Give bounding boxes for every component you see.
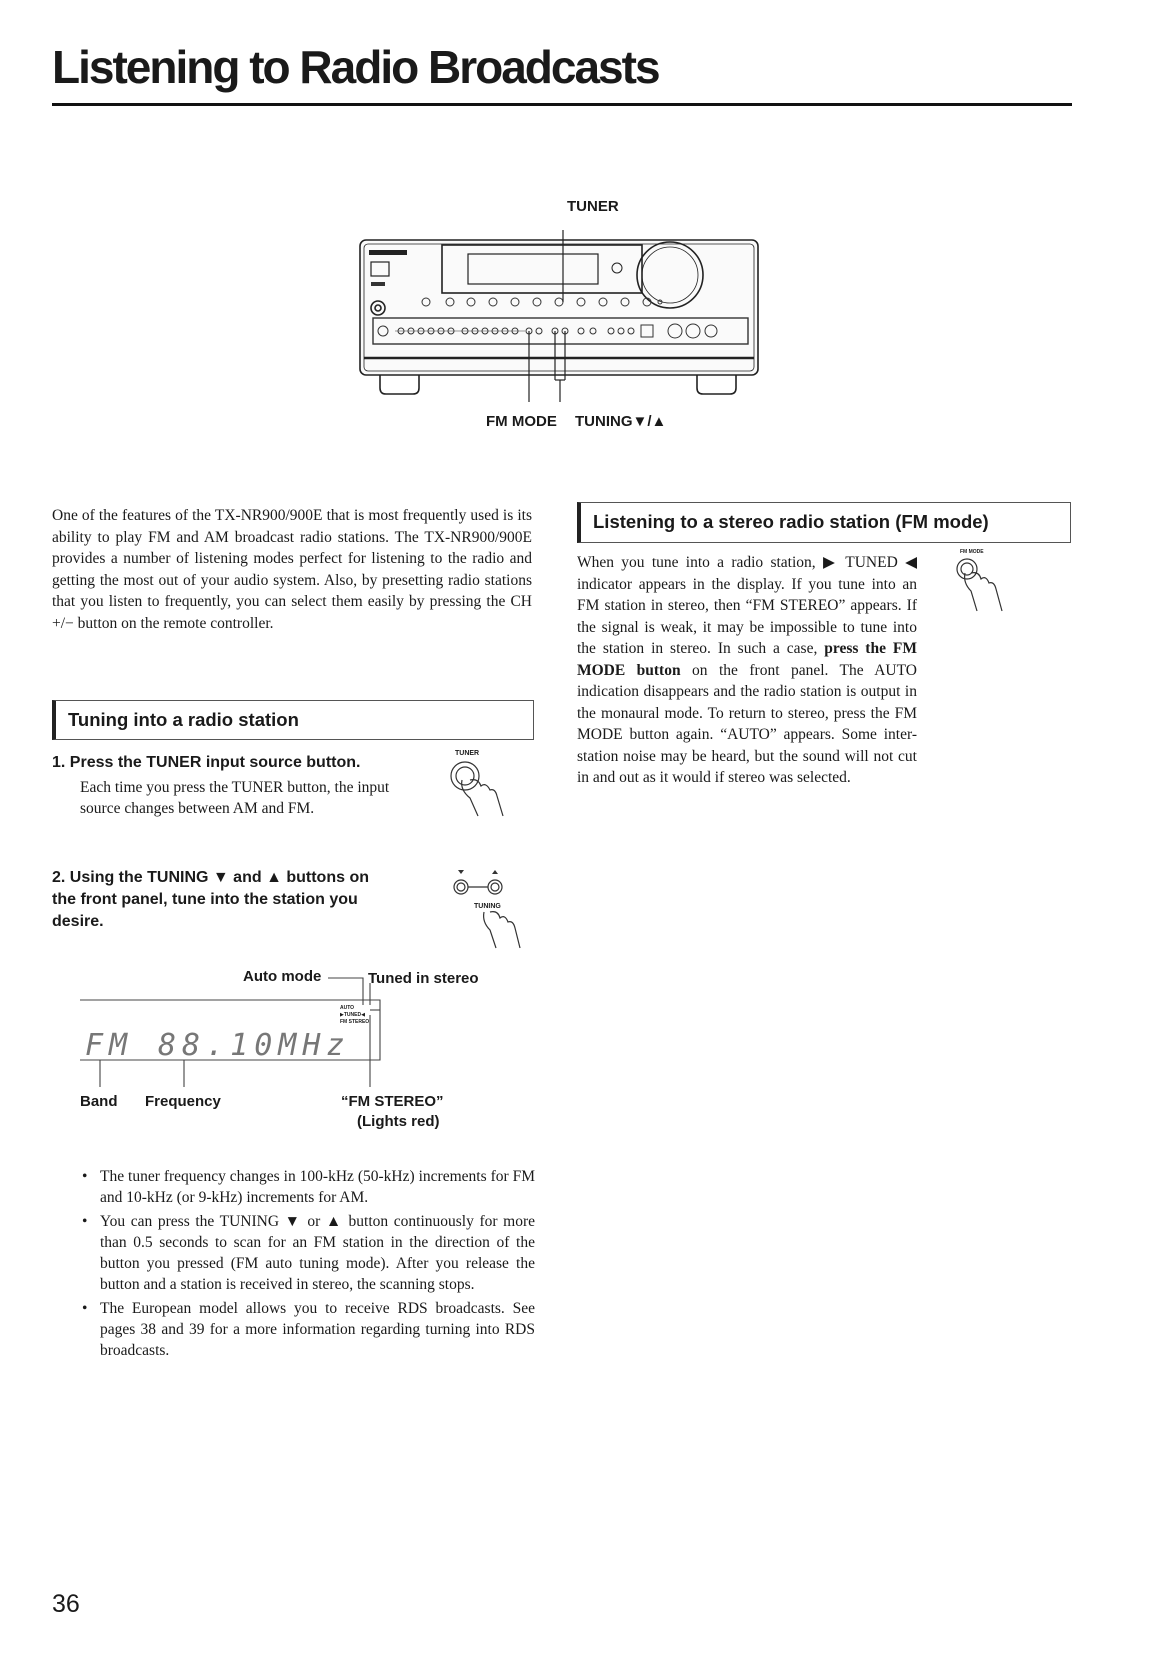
fm-body-part-2: on the front panel. The AUTO indication disappears and the radio station is output in the monaural mode. To return to stereo, press the FM MODE button again. “AUTO” appears. Some inter-station noise may be heard, but the sound will not cut in and out as it would if stereo was selected. [577,661,917,786]
receiver-front-panel-illustration [355,230,765,410]
list-item: • The European model allows you to receive RDS broadcasts. See pages 38 and 39 for a more information regarding turning into RDS broadcasts. [80,1298,535,1361]
tuning-section-heading: Tuning into a radio station [68,709,299,730]
step1-heading: 1. Press the TUNER input source button. [52,754,361,771]
display-frequency-value: 88.10MHz [158,1028,351,1063]
display-band-value: FM [85,1028,134,1063]
display-indicator-fm-stereo: FM STEREO [340,1019,370,1025]
display-indicator-tuned: ▶TUNED◀ [340,1012,365,1018]
tuner-button-press-icon [448,758,543,820]
page-number: 36 [52,1590,80,1618]
fm-body-bold-instruction: press the FM MODE button [577,640,917,679]
frequency-callout: Frequency [145,1093,221,1110]
intro-paragraph: One of the features of the TX-NR900/900E that is most frequently used is its ability to play FM and AM broadcast radio stations. The TX-NR900/900E provides a number of listening modes perfect for listening to the radio and getting the most out of your audio system. Also, by presetting radio stations that you listen to frequently, you can select them easily by pressing the CH +/− button on the remote controller. [52,507,532,632]
fm-section-body [577,552,917,789]
display-indicator-auto: AUTO [340,1005,355,1011]
fm-body-part-1: When you tune into a radio station, ▶ TUNED ◀ indicator appears in the display. If you tune into an FM station in stereo, then “FM STEREO” appears. If the signal is weak, it may be impossible to tune into the station in stereo. In such a case, [577,554,917,657]
tuning-section-box [52,700,534,740]
list-item: • You can press the TUNING ▼ or ▲ button continuously for more than 0.5 seconds to scan for an FM station in the direction of the button you pressed (FM auto tuning mode). After you release the button and a station is received in stereo, the scanning stops. [80,1211,535,1295]
list-item: • The tuner frequency changes in 100-kHz (50-kHz) increments for FM and 10-kHz (or 9-kHz) increments for AM. [80,1166,535,1208]
band-callout: Band [80,1093,118,1110]
lights-red-callout: (Lights red) [357,1113,440,1130]
step1-body: Each time you press the TUNER button, the input source changes between AM and FM. [80,779,390,817]
fm-section-heading: Listening to a stereo radio station (FM mode) [593,511,989,532]
fm-mode-button-press-icon [955,555,1025,613]
fm-section-box [577,502,1071,543]
tuning-callout: TUNING▼/▲ [575,413,667,430]
tuner-callout: TUNER [567,198,619,215]
title-rule [52,103,1072,106]
tuning-button-label: TUNING [474,903,501,910]
tuner-button-label: TUNER [455,750,480,757]
tuning-notes-list [80,1166,535,1364]
fm-stereo-callout: “FM STEREO” [341,1093,444,1110]
page-title: Listening to Radio Broadcasts [52,41,659,93]
step2-heading: 2. Using the TUNING ▼ and ▲ buttons on the front panel, tune into the station you desire. [52,869,369,930]
tuned-in-stereo-callout: Tuned in stereo [368,970,479,987]
fm-mode-button-label: FM MODE [960,549,984,555]
fm-mode-callout: FM MODE [486,413,557,430]
auto-mode-callout: Auto mode [243,968,322,985]
